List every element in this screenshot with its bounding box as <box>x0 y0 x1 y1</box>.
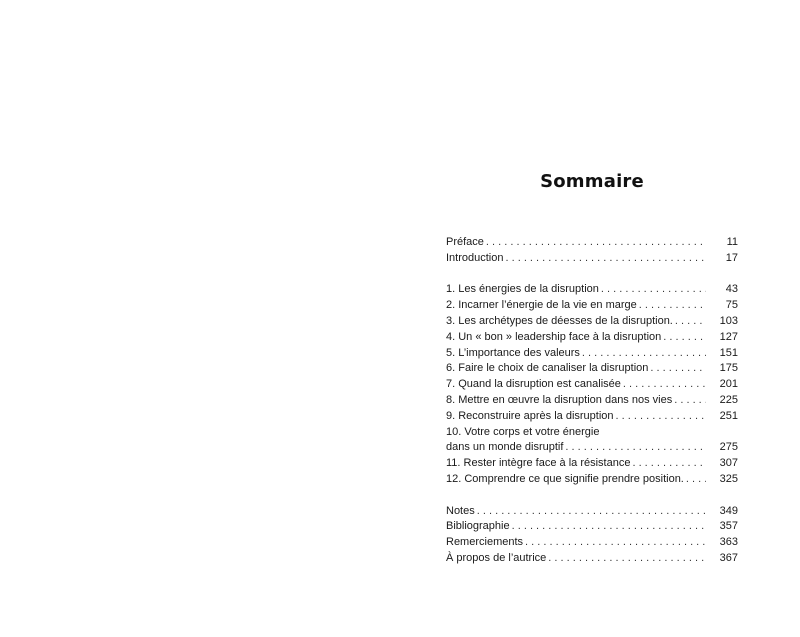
toc-entry-label: Bibliographie <box>446 520 510 533</box>
toc-page-number: 17 <box>725 251 738 264</box>
toc-entry-label: 3. Les archétypes de déesses de la disruption. <box>446 314 673 327</box>
toc-leader-dots <box>639 298 706 314</box>
toc-leader-dots <box>623 377 706 393</box>
toc-page-number: 75 <box>725 299 738 312</box>
toc-entry-label: 1. Les énergies de la disruption <box>446 283 599 296</box>
toc-page-number: 363 <box>719 536 738 549</box>
toc-page-number: 103 <box>719 314 738 327</box>
toc-page-number: 11 <box>726 236 738 248</box>
toc-page-number: 275 <box>719 441 738 454</box>
toc-page-number: 367 <box>719 551 738 564</box>
toc-leader-dots <box>686 472 706 488</box>
toc-leader-dots <box>601 282 706 298</box>
toc-entry-chapter-12 <box>446 472 738 488</box>
toc-entry-chapter-10 <box>446 440 738 456</box>
toc-leader-dots <box>632 456 706 472</box>
toc-page-number: 151 <box>719 346 738 359</box>
toc-entry-introduction <box>446 251 738 267</box>
toc-page-number: 43 <box>725 283 738 296</box>
toc-group-spacer <box>446 267 738 283</box>
toc-entry-chapter-2 <box>446 298 738 314</box>
toc-leader-dots <box>650 361 706 377</box>
toc-entry-chapter-11 <box>446 456 738 472</box>
table-of-contents <box>446 235 738 567</box>
toc-entry-about-author <box>446 551 738 567</box>
toc-page-number: 325 <box>719 472 738 485</box>
toc-entry-label: Préface <box>446 236 484 248</box>
toc-entry-preface <box>446 235 738 251</box>
toc-leader-dots <box>616 409 706 425</box>
toc-leader-dots <box>505 251 706 267</box>
toc-entry-label: Notes <box>446 504 475 517</box>
toc-leader-dots <box>663 330 706 346</box>
toc-entry-label: 5. L’importance des valeurs <box>446 346 580 359</box>
toc-entry-chapter-8 <box>446 393 738 409</box>
toc-entry-chapter-4 <box>446 330 738 346</box>
toc-entry-chapter-5 <box>446 346 738 362</box>
toc-entry-label: 4. Un « bon » leadership face à la disruption <box>446 330 662 343</box>
toc-entry-label: 6. Faire le choix de canaliser la disruption <box>446 362 649 375</box>
toc-group-spacer <box>446 488 738 504</box>
toc-entry-chapter-7 <box>446 377 738 393</box>
toc-entry-label: 7. Quand la disruption est canalisée <box>446 378 621 391</box>
toc-entry-label: À propos de l’autrice <box>446 551 547 564</box>
toc-entry-label: 2. Incarner l’énergie de la vie en marge <box>446 299 637 312</box>
toc-leader-dots <box>675 314 706 330</box>
toc-entry-label: Introduction <box>446 251 504 264</box>
toc-entry-notes <box>446 504 738 520</box>
toc-entry-label: 10. Votre corps et votre énergie <box>446 425 600 438</box>
toc-page-number: 127 <box>719 330 738 343</box>
toc-entry-label: 9. Reconstruire après la disruption <box>446 409 614 422</box>
toc-page-number: 175 <box>719 362 738 375</box>
toc-leader-dots <box>486 235 706 251</box>
toc-leader-dots <box>548 551 706 567</box>
toc-page-number: 357 <box>719 520 738 533</box>
toc-page-number: 307 <box>719 457 738 470</box>
toc-entry-acknowledgements <box>446 535 738 551</box>
toc-entry-chapter-9 <box>446 409 738 425</box>
toc-page-number: 225 <box>719 393 738 406</box>
toc-entry-label: Remerciements <box>446 536 524 549</box>
toc-entry-label: 8. Mettre en œuvre la disruption dans nos vies <box>446 393 673 406</box>
page-title: Sommaire <box>540 171 644 192</box>
toc-entry-label: 12. Comprendre ce que signifie prendre position. <box>446 472 684 485</box>
toc-leader-dots <box>525 535 706 551</box>
toc-leader-dots <box>512 519 706 535</box>
toc-page-number: 349 <box>719 504 738 517</box>
toc-entry-chapter-10-line1 <box>446 425 738 441</box>
toc-entry-bibliography <box>446 519 738 535</box>
toc-page-number: 201 <box>719 378 738 391</box>
toc-entry-label: dans un monde disruptif <box>446 441 564 454</box>
toc-entry-chapter-6 <box>446 361 738 377</box>
toc-page-number: 251 <box>719 409 738 422</box>
toc-entry-label: 11. Rester intègre face à la résistance <box>446 457 631 470</box>
toc-leader-dots <box>477 504 706 520</box>
toc-leader-dots <box>674 393 706 409</box>
toc-leader-dots <box>582 346 706 362</box>
toc-leader-dots <box>565 440 706 456</box>
toc-entry-chapter-3 <box>446 314 738 330</box>
toc-entry-chapter-1 <box>446 282 738 298</box>
